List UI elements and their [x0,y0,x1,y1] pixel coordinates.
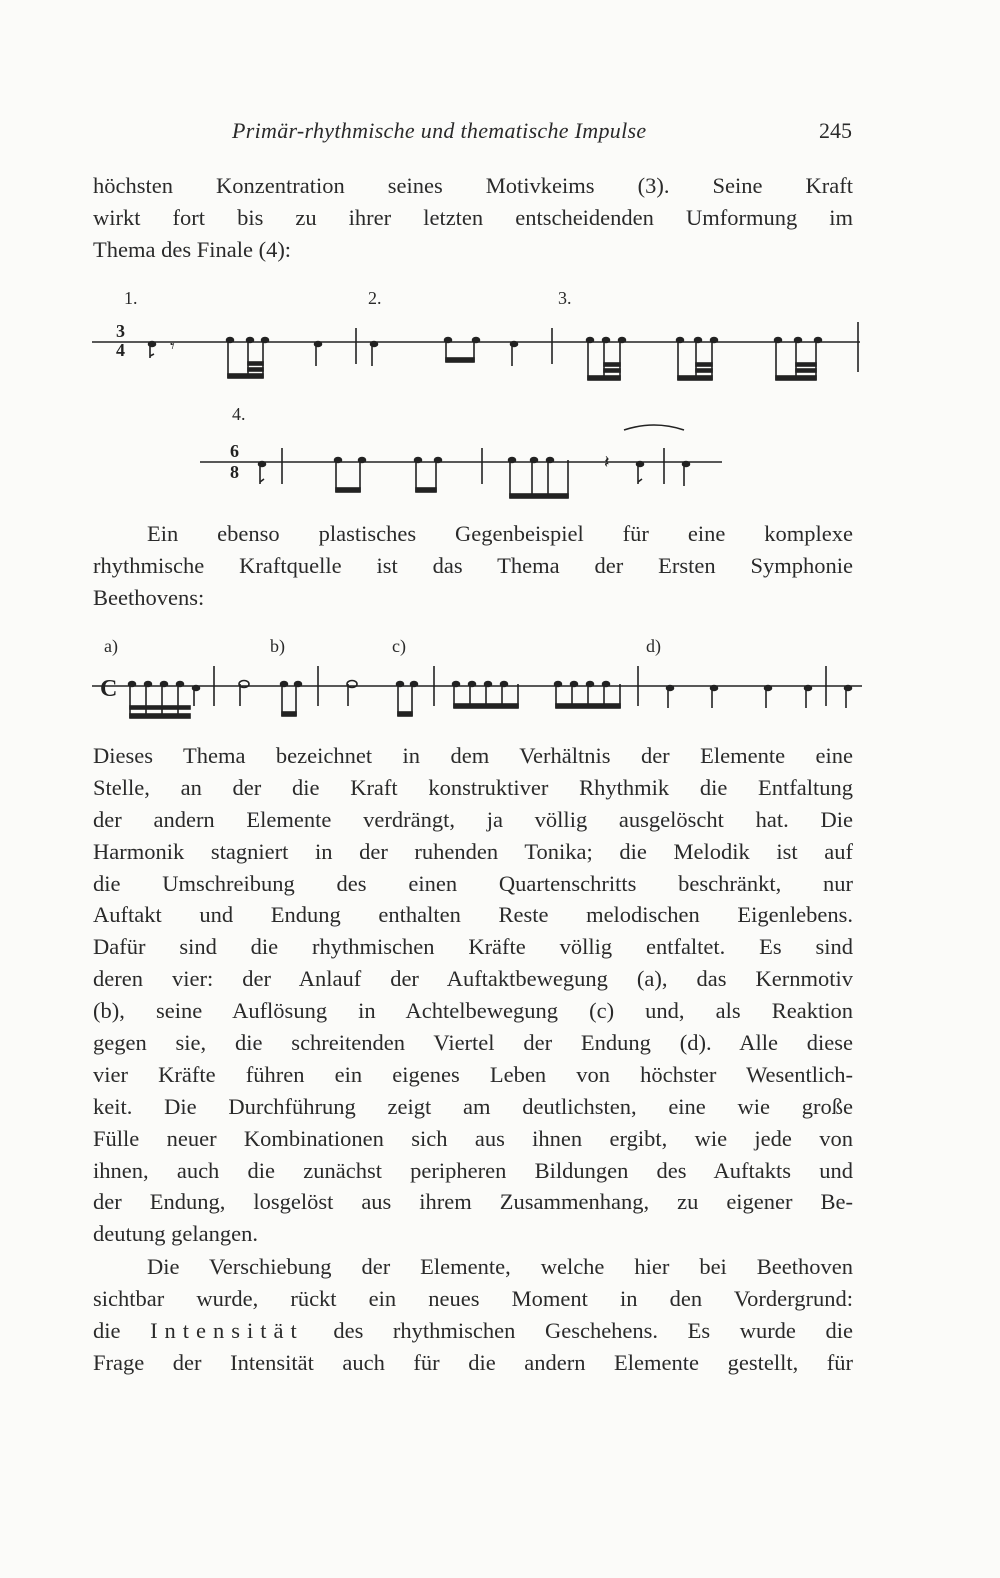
example-label-b: b) [270,636,285,656]
example-label-4: 4. [232,404,246,424]
text-line: Harmonik stagniert in der ruhenden Tonika; die Melodik ist auf [93,838,853,864]
text-line: Frage der Intensität auch für die andern Elemente gestellt, für [93,1349,853,1375]
text-line: Fülle neuer Kombinationen sich aus ihnen ergibt, wie jede von [93,1125,853,1151]
example-label-a: a) [104,636,118,656]
text-line [93,1315,853,1347]
text-line: vier Kräfte führen ein eigenes Leben von höchster Wesentlich- [93,1061,853,1087]
text-line: höchsten Konzentration seines Motivkeims (3). Seine Kraft [93,173,853,198]
beam [556,704,620,708]
text-line: deutung gelangen. [93,1221,258,1247]
rest: 𝄾 [170,336,175,356]
text-line: Auftakt und Endung enthalten Reste melodischen Eigenlebens. [93,902,853,928]
text-line: ihnen, auch die zunächst peripheren Bildungen des Auftakts und [93,1157,853,1183]
example-label-d: d) [646,636,661,656]
beam [282,712,296,716]
beam [454,704,518,708]
example-label-1: 1. [124,288,138,308]
text-line: gegen sie, die schreitenden Viertel der Endung (d). Alle diese [93,1030,853,1056]
text-line: rhythmische Kraftquelle ist das Thema der Ersten Symphonie [93,552,853,578]
text-line: Die Verschiebung der Elemente, welche hier bei Beethoven [147,1254,853,1279]
text-line: Beethovens: [93,584,205,610]
beam [130,714,190,718]
example-label-3: 3. [558,288,572,308]
text-line: der Endung, losgelöst aus ihrem Zusammenhang, zu eigener Be- [93,1189,853,1215]
spaced-emphasis: Intensität [150,1317,304,1343]
text-line: die Umschreibung des einen Quartenschritts beschränkt, nur [93,870,853,896]
page-number: 245 [819,118,852,143]
text-line: (b), seine Auflösung in Achtelbewegung (c) und, als Reaktion [93,998,853,1024]
text-line: sichtbar wurde, rückt ein neues Moment in den Vordergrund: [93,1285,853,1311]
paragraph-4 [93,1251,853,1379]
example-label-c: c) [392,636,406,656]
text-line: der andern Elemente verdrängt, ja völlig ausgelöscht hat. Die [93,806,853,832]
text-fragment: die [93,1317,151,1343]
text-line: Ein ebenso plastisches Gegenbeispiel für eine komplexe [147,521,853,546]
text-fragment: des rhythmischen Geschehens. Es wurde die [303,1317,853,1343]
time-signature-bottom: 8 [230,462,239,482]
text-line: Thema des Finale (4): [93,236,292,262]
rhythm-example-2 [0,0,1000,740]
time-signature-top: 3 [116,321,125,341]
text-line: keit. Die Durchführung zeigt am deutlichsten, eine wie große [93,1093,853,1119]
example-label-2: 2. [368,288,382,308]
time-signature: C [100,676,118,702]
text-line: deren vier: der Anlauf der Auftaktbewegung (a), das Kernmotiv [93,966,853,992]
running-title: Primär-rhythmische und thematische Impulse [232,118,647,143]
beam [398,712,412,716]
time-signature-top: 6 [230,441,239,461]
text-line: Stelle, an der die Kraft konstruktiver Rhythmik die Entfaltung [93,774,853,800]
paragraph-3 [93,740,853,1250]
text-line: Dieses Thema bezeichnet in dem Verhältnis der Elemente eine [93,743,853,768]
beam [130,706,190,709]
text-line: Dafür sind die rhythmischen Kräfte völlig entfaltet. Es sind [93,934,853,960]
rest: 𝄽 [604,452,610,472]
text-line: wirkt fort bis zu ihrer letzten entscheidenden Umformung im [93,204,853,230]
time-signature-bottom: 4 [116,340,125,360]
